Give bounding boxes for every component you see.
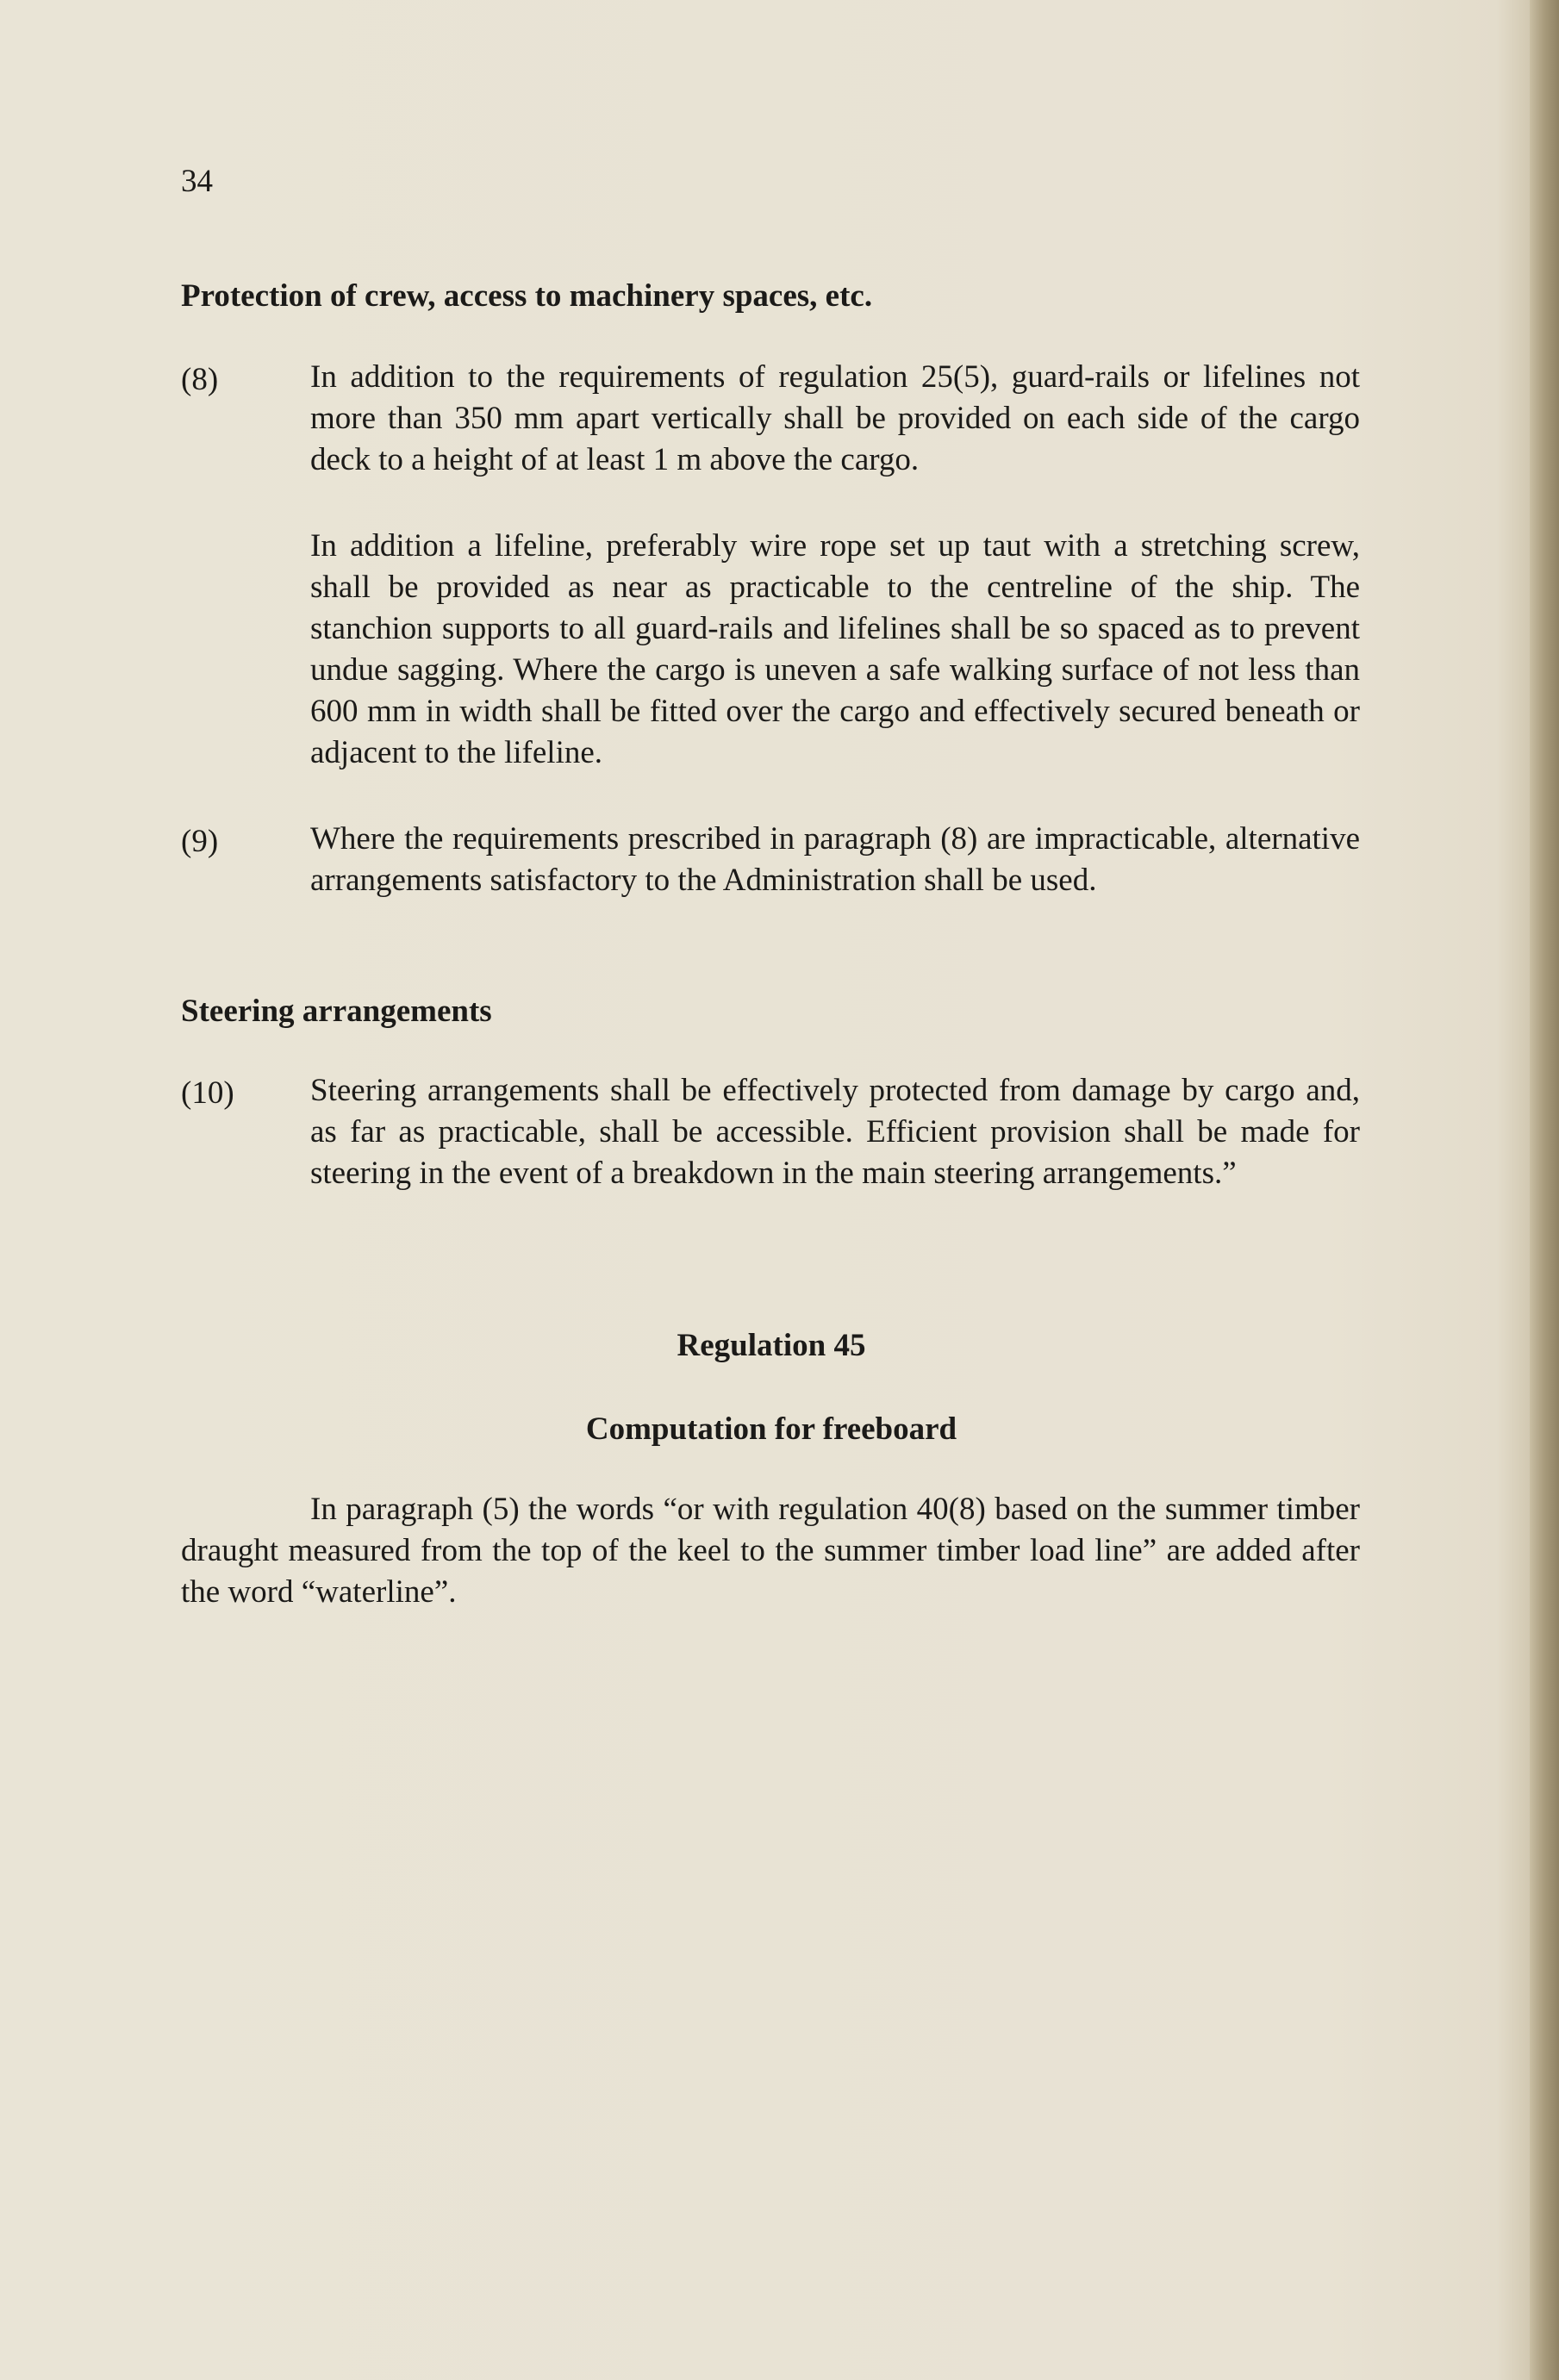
computation-heading: Computation for freeboard	[585, 1411, 957, 1447]
paragraph-9-text: Where the requirements prescribed in paragraph (8) are impracticable, alternative arrangements satisfactory to the Administration shall be used.	[310, 821, 1360, 898]
paragraph-10-text: Steering arrangements shall be effectively protected from damage by cargo and, as far as practicable, shall be accessible. Efficient provision shall be made for steering in the event of a breakdown in the main steering arrangements.”	[310, 1073, 1360, 1191]
paragraph-number-9: (9)	[181, 824, 219, 859]
paragraph-8-text-1: In addition to the requirements of regulation 25(5), guard-rails or lifelines not more than 350 mm apart vertically shall be provided on each side of the cargo deck to a height of at least 1 m above the cargo.	[310, 359, 1360, 477]
regulation-heading: Regulation 45	[677, 1328, 866, 1363]
page-binding-edge	[1530, 0, 1559, 2380]
paragraph-8-text-2: In addition a lifeline, preferably wire rope set up taut with a stretching screw, shall be provided as near as practicable to the centreline of the ship. The stanchion supports to all guard-rails and lifelines shall be so spaced as to prevent undue sagging. Where the cargo is uneven a safe walking surface of not less than 600 mm in width shall be fitted over the cargo and effectively secured beneath or adjacent to the lifeline.	[310, 528, 1360, 770]
final-paragraph: In paragraph (5) the words “or with regulation 40(8) based on the summer timber draught measured from the top of the keel to the summer timber load line” are added after the word “waterline”.	[181, 1492, 1360, 1610]
paragraph-number-10: (10)	[181, 1075, 234, 1111]
section-heading-steering: Steering arrangements	[181, 994, 492, 1029]
paragraph-number-8: (8)	[181, 362, 219, 397]
page-number: 34	[181, 164, 213, 199]
section-heading-protection: Protection of crew, access to machinery spaces, etc.	[181, 278, 873, 314]
